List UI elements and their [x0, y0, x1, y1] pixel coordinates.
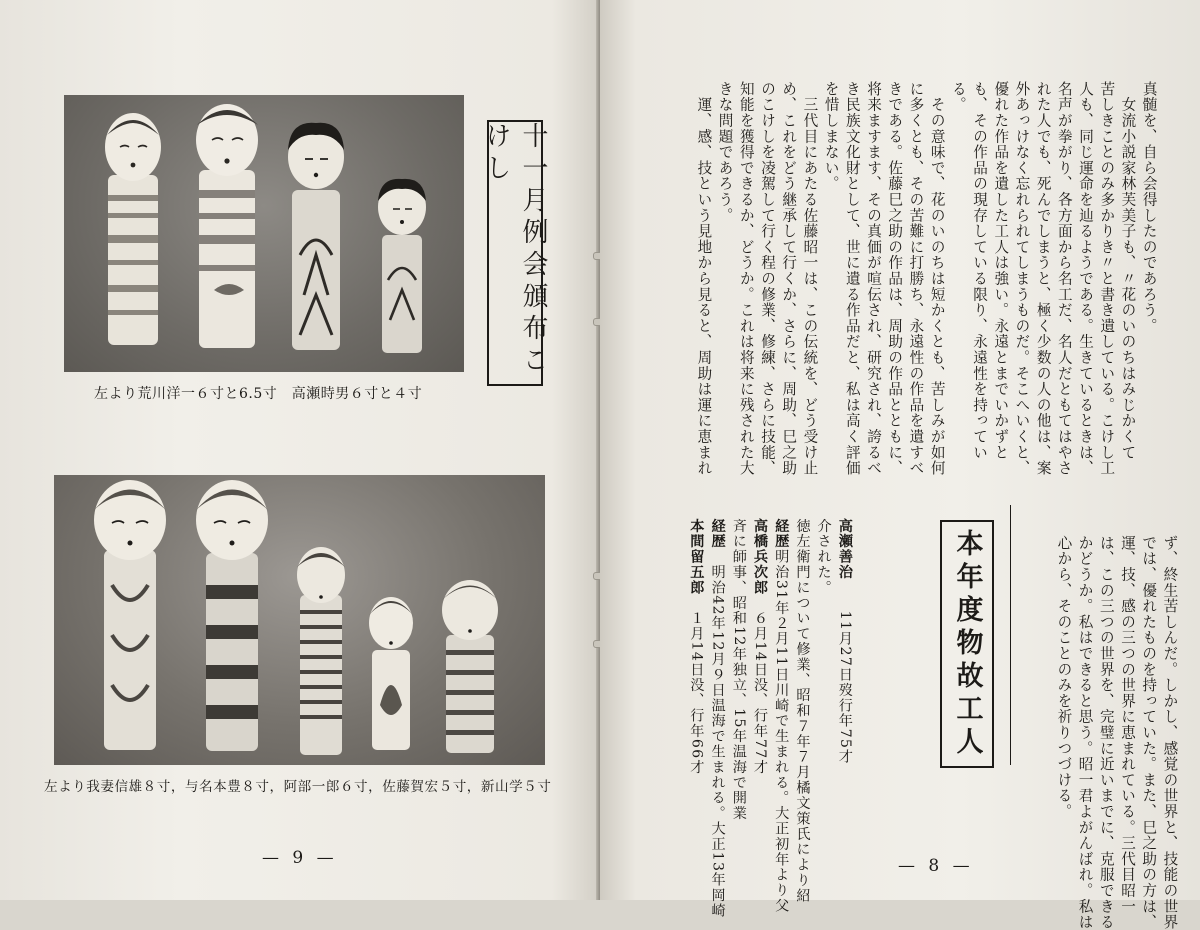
- kokeshi-doll: [196, 480, 268, 751]
- essay-line: 外あっけなく忘れられてしまうものだ。そこへいくと、: [1013, 81, 1031, 477]
- essay-line: め、これをどう継承して行くか、さらに、周助、巳之助: [780, 81, 798, 477]
- obituary-career: 斉に師事、昭和12年独立、15年温海で開業: [730, 518, 747, 821]
- obituary-career: 明治31年２月11日川崎で生まれる。大正初年より父: [773, 549, 790, 914]
- right-page: [600, 0, 1200, 930]
- essay-line: 女流小説家林芙美子も、〃花のいのちはみじかくて: [1119, 81, 1137, 461]
- obituary-name: 本間留五郎: [688, 518, 705, 596]
- kokeshi-doll: [297, 547, 345, 755]
- kokeshi-doll: [378, 179, 426, 353]
- essay-line: 心から、そのことのみを祈りつづける。: [1055, 535, 1073, 820]
- essay-line: のこけしを凌駕して行く程の修業、修練、さらに技能、: [759, 81, 777, 477]
- essay-line: その意味で、花のいのちは短かくとも、苦しみが如何: [928, 81, 946, 477]
- essay-line: も、その作品の現存している限り、永遠性を持ってい: [971, 81, 989, 461]
- essay-line: きな問題であろう。: [716, 81, 734, 224]
- essay-line: き民族文化財として、世に遺る作品だと、私は高く評価: [843, 81, 861, 477]
- essay-line: 知能を獲得できるか、どうか。これは将来に残された大: [737, 81, 755, 477]
- essay-line: に多くとも、その苦難に打勝ち、永遠性の作品を遺すべ: [907, 81, 925, 477]
- obituary-name: 高瀬善治: [836, 518, 853, 580]
- kokeshi-photo-top-image: [64, 95, 464, 372]
- obituary-date: 11月27日歿行年75才: [836, 610, 853, 765]
- essay-line: 運、感、技という見地から見ると、周助は運に恵まれ: [695, 81, 713, 477]
- essay-line: 真髄を、自ら会得したのであろう。: [1140, 81, 1158, 334]
- obituary-career: 介された。: [815, 518, 832, 596]
- essay-line: 三代目にあたる佐藤昭一は、この伝統を、どう受け止: [801, 81, 819, 477]
- essay-line: 優れた作品を遺した工人は強い。永遠とまでいかずと: [992, 81, 1010, 461]
- kokeshi-doll: [288, 123, 344, 350]
- essay-line: れた人でも、死んでしまうと、極く少数の人の他は、案: [1034, 81, 1052, 477]
- section-divider: [1010, 505, 1011, 765]
- obituary-career: 徳左衛門について修業、昭和７年７月橘文策氏により紹: [794, 518, 811, 904]
- essay-line: を惜しまない。: [822, 81, 840, 192]
- obituary-name: 高橋兵次郎: [752, 518, 769, 596]
- left-page: [0, 0, 600, 900]
- essay-line: きである。佐藤巳之助の作品は、周助の作品とともに、: [886, 81, 904, 477]
- obituary-date: １月14日没、行年66才: [688, 610, 705, 775]
- obituary-career-label: 経歴: [709, 518, 726, 550]
- obituary-entry: [773, 518, 789, 913]
- essay-column: [672, 46, 1181, 486]
- essay-line: 人も、同じ運命を辿るようである。生きているときは、: [1077, 81, 1095, 477]
- obituary-entry: [688, 518, 704, 775]
- essay-line: 苦しきことのみ多かりき〃と書き遺している。こけし工: [1098, 81, 1116, 477]
- essay-line: では、優れたものを持っていた。また、巳之助の方は、: [1140, 535, 1158, 930]
- essay-line: かどうか。私はできると思う。昭一君よがんばれ。私は: [1076, 535, 1094, 930]
- page-number-left: — 9 —: [262, 848, 338, 868]
- essay-line: ず、終生苦しんだ。しかし、感覚の世界と、技能の世界: [1161, 535, 1179, 930]
- essay-line: 名声が拳がり、各方面から名工だ、名人だともてはやさ: [1055, 81, 1073, 477]
- essay-continuation: [1032, 500, 1200, 930]
- kokeshi-photo-top: [64, 95, 464, 372]
- kokeshi-photo-bottom-image: [54, 475, 545, 765]
- essay-line: 将来ますます、その真価が喧伝され、研究され、誇るべ: [865, 81, 883, 477]
- photo-caption-bottom: 左より我妻信雄８寸，与名本豊８寸，阿部一郎６寸，佐藤賀宏５寸，新山学５寸: [44, 779, 552, 795]
- kokeshi-doll: [105, 113, 161, 345]
- monthly-meeting-title: 十一月例会頒布こけし: [487, 120, 543, 386]
- obituary-career: 明治42年12月９日温海で生まれる。大正13年岡崎: [709, 564, 726, 919]
- kokeshi-doll: [94, 480, 166, 750]
- kokeshi-doll: [369, 597, 413, 750]
- essay-line: る。: [949, 81, 967, 113]
- essay-line: は、この三つの世界を、完璧に近いまでに、克服できる: [1097, 535, 1115, 930]
- kokeshi-doll: [196, 104, 258, 348]
- obituary-career-label: 経歴: [773, 518, 790, 550]
- obituary-entry: [710, 518, 726, 918]
- obituary-list: [664, 484, 876, 919]
- obituary-entry: [837, 518, 853, 764]
- obituary-date: ６月14日没、行年77才: [752, 610, 769, 775]
- photo-caption-top: 左より荒川洋一６寸と6.5寸 高瀬時男６寸と４寸: [94, 386, 423, 402]
- kokeshi-doll: [442, 580, 498, 753]
- kokeshi-photo-bottom: [54, 475, 545, 765]
- essay-line: 運、技、感の三つの世界に恵まれている。三代目昭一: [1119, 535, 1137, 915]
- obituary-title: 本年度物故工人: [940, 520, 994, 768]
- obituary-entry: [752, 518, 768, 775]
- page-number-right: — 8 —: [898, 856, 974, 876]
